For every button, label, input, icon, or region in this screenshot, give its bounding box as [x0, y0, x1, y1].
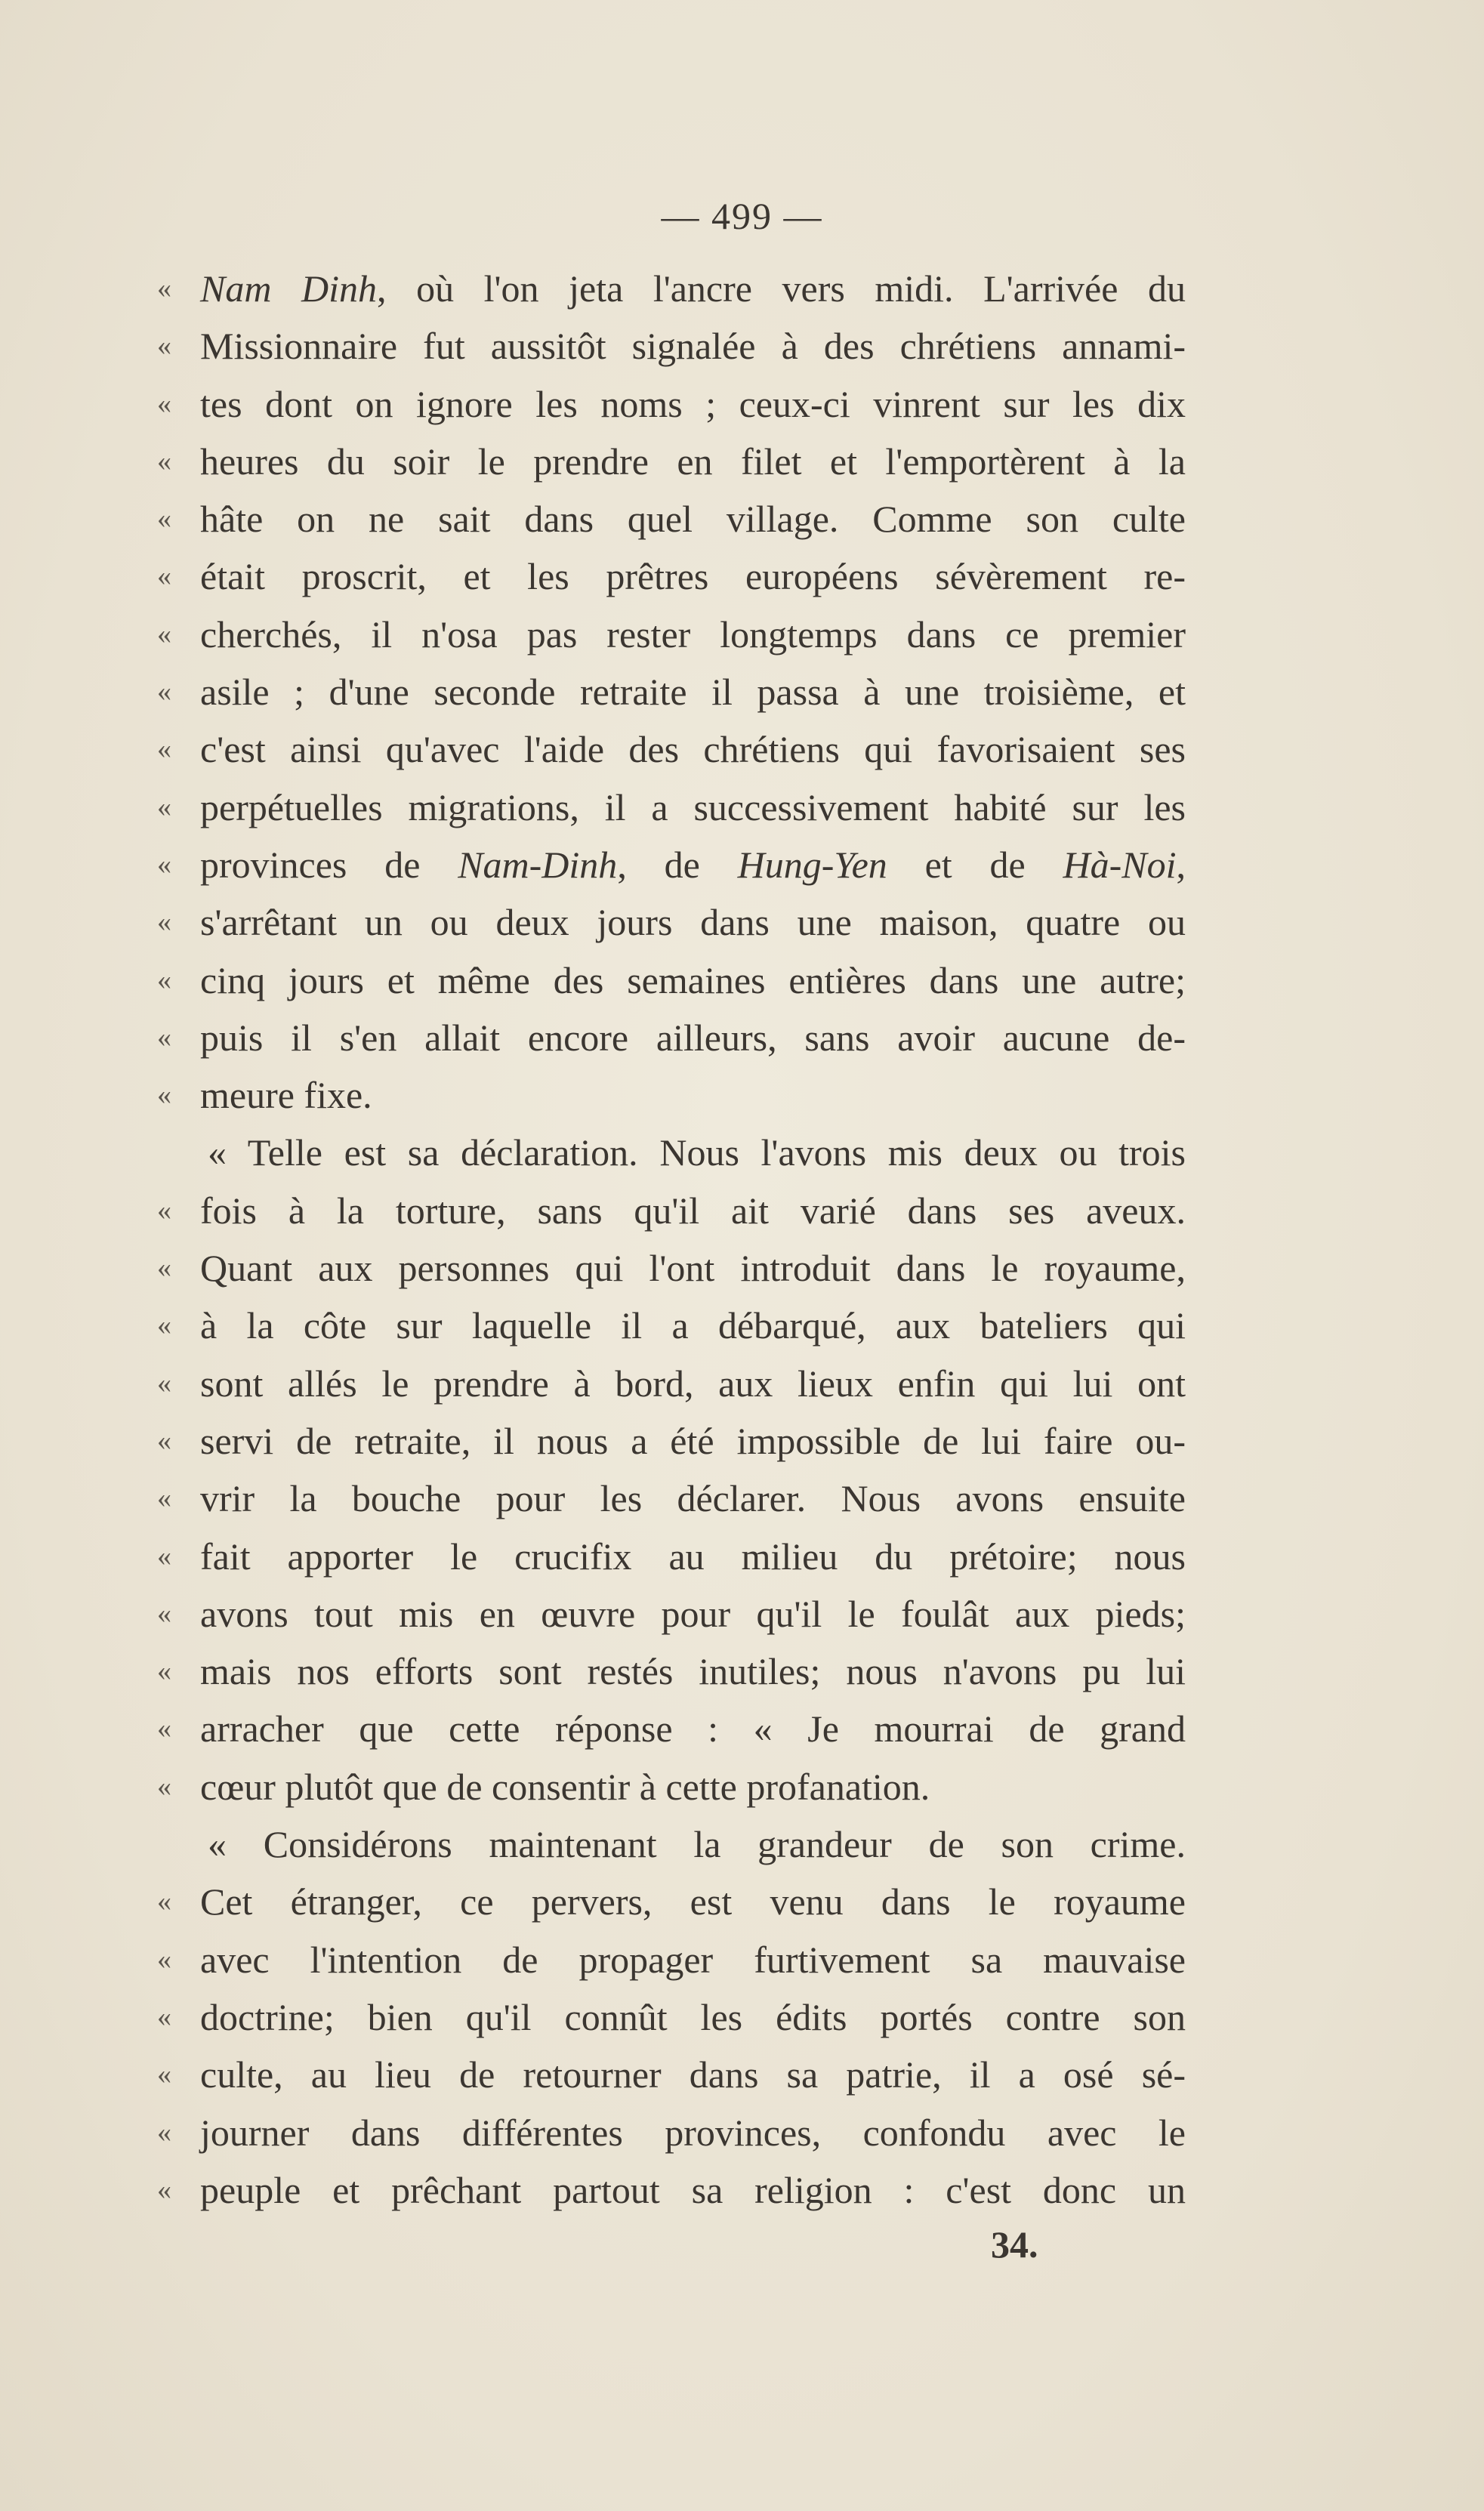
text-line [151, 2161, 1193, 2219]
quote-mark: « [157, 2173, 171, 2206]
line-text [200, 433, 1186, 490]
text-line [151, 260, 1193, 317]
text-line [151, 1931, 1193, 1988]
quote-mark: « [157, 1021, 171, 1053]
quote-mark: « [157, 791, 171, 823]
line-text [200, 893, 1186, 951]
quote-mark: « [157, 1252, 171, 1285]
text-line [151, 952, 1193, 1009]
quote-mark: « [157, 1367, 171, 1399]
line-text [200, 2046, 1186, 2103]
text-segment: arracher que cette réponse : « Je mourrai de grand [200, 1707, 1186, 1751]
text-line [151, 317, 1193, 375]
italic-place-name: Nam-Dinh [458, 843, 618, 886]
text-segment: c'est ainsi qu'avec l'aide des chrétiens qui favorisaient ses [200, 728, 1186, 771]
text-segment: puis il s'en allait encore ailleurs, sans avoir aucune de- [200, 1016, 1186, 1059]
line-text [200, 1528, 1186, 1585]
line-text [200, 663, 1186, 720]
text-line [151, 1124, 1193, 1181]
text-line [151, 663, 1193, 720]
text-segment: Quant aux personnes qui l'ont introduit dans le royaume, [200, 1247, 1186, 1290]
text-segment: vrir la bouche pour les déclarer. Nous avons ensuite [200, 1477, 1186, 1520]
quote-mark: « [157, 330, 171, 362]
quote-mark: « [157, 1540, 171, 1572]
text-line [151, 433, 1193, 490]
quote-mark: « [157, 445, 171, 477]
text-segment: fois à la torture, sans qu'il ait varié dans ses aveux. [200, 1189, 1186, 1232]
line-text [200, 317, 1186, 375]
quote-mark: « [157, 1194, 171, 1226]
text-line [151, 1009, 1193, 1066]
line-text [200, 1873, 1186, 1930]
line-text [200, 2161, 1186, 2219]
line-text [208, 1815, 1186, 1873]
line-text [200, 1297, 1186, 1354]
text-line [151, 1355, 1193, 1412]
quote-mark: « [157, 1424, 171, 1457]
line-text [200, 836, 1186, 893]
line-text [200, 1239, 1186, 1297]
text-segment: perpétuelles migrations, il a successivement habité sur les [200, 785, 1186, 828]
text-line [151, 2104, 1193, 2161]
text-segment: heures du soir le prendre en filet et l'emportèrent à la [200, 440, 1186, 483]
quote-mark: « [157, 1655, 171, 1688]
text-segment: Cet étranger, ce pervers, est venu dans le royaume [200, 1880, 1186, 1923]
quote-mark: « [157, 1079, 171, 1112]
text-line [151, 1412, 1193, 1470]
text-line [151, 548, 1193, 605]
quote-mark: « [157, 848, 171, 881]
quote-mark: « [157, 1713, 171, 1745]
line-text [200, 548, 1186, 605]
quote-mark: « [157, 387, 171, 420]
text-line [151, 1758, 1193, 1815]
text-segment: culte, au lieu de retourner dans sa patrie, il a osé sé- [200, 2053, 1186, 2096]
line-text [200, 952, 1186, 1009]
quote-mark: « [157, 1597, 171, 1630]
line-text [200, 2104, 1186, 2161]
quote-mark: « [157, 733, 171, 766]
line-text [200, 1988, 1186, 2046]
text-segment: , où l'on jeta l'ancre vers midi. L'arrivée du [377, 267, 1186, 310]
quote-mark: « [157, 560, 171, 593]
text-segment: meure fixe. [200, 1074, 372, 1117]
text-segment: , [1176, 843, 1186, 886]
line-text [200, 490, 1186, 548]
text-line [151, 1239, 1193, 1297]
quote-mark: « [157, 1482, 171, 1515]
quote-mark: « [157, 1309, 171, 1342]
text-segment: cherchés, il n'osa pas rester longtemps dans ce premier [200, 612, 1186, 656]
text-line [151, 779, 1193, 836]
body-text [151, 260, 1193, 2219]
text-segment: Missionnaire fut aussitôt signalée à des chrétiens annami- [200, 325, 1186, 368]
line-text [208, 1124, 1186, 1181]
text-segment: , de [617, 843, 738, 886]
text-line [151, 1700, 1193, 1757]
quote-mark: « [157, 1886, 171, 1918]
text-segment: cinq jours et même des semaines entières dans une autre; [200, 958, 1186, 1001]
quote-mark: « [157, 676, 171, 708]
text-line [151, 1643, 1193, 1700]
text-segment: fait apporter le crucifix au milieu du prétoire; nous [200, 1535, 1186, 1578]
quote-mark: « [157, 1943, 171, 1976]
text-segment: à la côte sur laquelle il a débarqué, aux bateliers qui [200, 1304, 1186, 1347]
line-text [200, 1931, 1186, 1988]
line-text [200, 779, 1186, 836]
quote-mark: « [157, 273, 171, 304]
italic-place-name: Nam Dinh [200, 267, 378, 310]
quote-mark: « [157, 2059, 171, 2091]
text-line [151, 1585, 1193, 1643]
text-line [151, 1873, 1193, 1930]
text-segment: « Considérons maintenant la grandeur de son crime. [208, 1823, 1186, 1866]
text-line [151, 375, 1193, 433]
quote-mark: « [157, 1770, 171, 1803]
line-text [200, 720, 1186, 778]
text-segment: était proscrit, et les prêtres européens sévèrement re- [200, 555, 1186, 598]
text-line [151, 1297, 1193, 1354]
text-line [151, 893, 1193, 951]
text-line [151, 490, 1193, 548]
text-line [151, 720, 1193, 778]
text-segment: mais nos efforts sont restés inutiles; nous n'avons pu lui [200, 1650, 1186, 1693]
text-segment: avons tout mis en œuvre pour qu'il le foulât aux pieds; [200, 1592, 1186, 1635]
text-line [151, 1528, 1193, 1585]
line-text [200, 606, 1186, 663]
line-text [200, 1412, 1186, 1470]
line-text [200, 1585, 1186, 1643]
italic-place-name: Hung-Yen [737, 843, 887, 886]
quote-mark: « [157, 2000, 171, 2033]
line-text [200, 260, 1186, 317]
quote-mark: « [157, 2116, 171, 2149]
text-segment: sont allés le prendre à bord, aux lieux enfin qui lui ont [200, 1362, 1186, 1405]
line-text [200, 1470, 1186, 1527]
text-line [151, 836, 1193, 893]
text-segment: s'arrêtant un ou deux jours dans une maison, quatre ou [200, 901, 1186, 944]
text-line [151, 606, 1193, 663]
text-segment: doctrine; bien qu'il connût les édits portés contre son [200, 1995, 1186, 2038]
line-text [200, 1355, 1186, 1412]
text-segment: avec l'intention de propager furtivement sa mauvaise [200, 1938, 1186, 1981]
text-line [151, 1182, 1193, 1239]
quote-mark: « [157, 618, 171, 650]
text-line [151, 2046, 1193, 2103]
italic-place-name: Hà-Noi [1063, 843, 1177, 886]
text-line [151, 1815, 1193, 1873]
text-segment: journer dans différentes provinces, confondu avec le [200, 2111, 1186, 2154]
quote-mark: « [157, 964, 171, 996]
line-text [200, 375, 1186, 433]
text-segment: peuple et prêchant partout sa religion : c'est donc un [200, 2168, 1186, 2211]
line-text [200, 1643, 1186, 1700]
page-number: — 499 — [661, 195, 823, 237]
text-segment: servi de retraite, il nous a été impossible de lui faire ou- [200, 1419, 1186, 1462]
line-text [200, 1758, 1186, 1815]
line-text [200, 1700, 1186, 1757]
text-line [151, 1470, 1193, 1527]
line-text [200, 1009, 1186, 1066]
line-text [200, 1066, 1186, 1124]
text-line [151, 1066, 1193, 1124]
text-segment: provinces de [200, 843, 458, 886]
quote-mark: « [157, 503, 171, 535]
signature-mark: 34. [991, 2223, 1038, 2266]
text-segment: asile ; d'une seconde retraite il passa à une troisième, et [200, 671, 1186, 714]
quote-mark: « [157, 906, 171, 939]
text-segment: « Telle est sa déclaration. Nous l'avons mis deux ou trois [208, 1131, 1186, 1174]
text-segment: et de [887, 843, 1063, 886]
text-segment: cœur plutôt que de consentir à cette profanation. [200, 1765, 930, 1808]
text-line [151, 1988, 1193, 2046]
line-text [200, 1182, 1186, 1239]
text-segment: hâte on ne sait dans quel village. Comme son culte [200, 498, 1186, 541]
text-segment: tes dont on ignore les noms ; ceux-ci vinrent sur les dix [200, 382, 1186, 425]
